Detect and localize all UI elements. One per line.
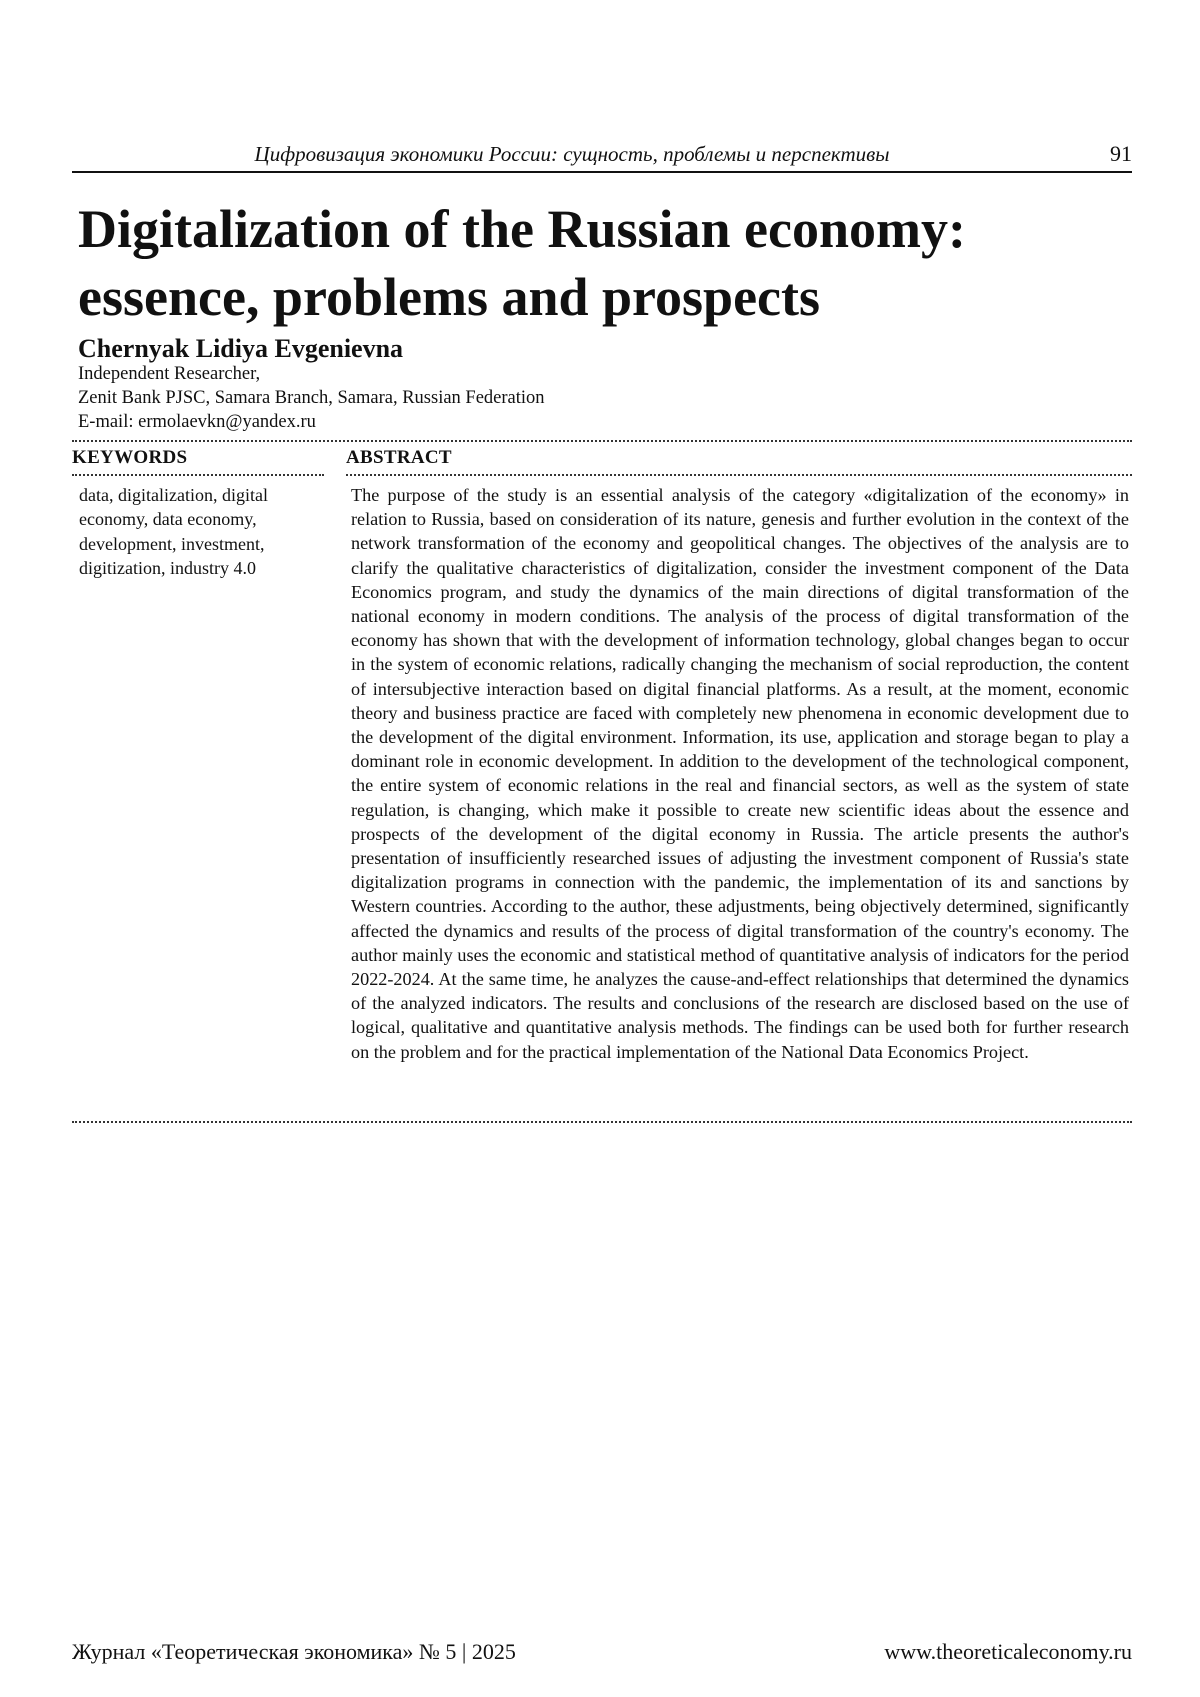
running-header <box>72 140 1132 170</box>
author-organization: Zenit Bank PJSC, Samara Branch, Samara, Russian Federation <box>78 386 545 410</box>
abstract-text: The purpose of the study is an essential analysis of the category «digitalization of the economy» in relation to Russia, based on consideration of its nature, genesis and further evolution in the context of the network transformation of the economy and geopolitical changes. The objectives of the analysis are to clarify the qualitative characteristics of digitalization, consider the investment component of the Data Economics program, and study the dynamics of the main directions of digital transformation of the national economy in modern conditions. The analysis of the process of digital transformation of the economy has shown that with the development of information technology, global changes began to occur in the system of economic relations, radically changing the mechanism of social reproduction, the content of intersubjective interaction based on digital financial platforms. As a result, at the moment, economic theory and business practice are faced with completely new phenomena in economic development due to the development of the digital environment. Information, its use, application and storage began to play a dominant role in economic development. In addition to the development of the technological component, the entire system of economic relations in the real and financial sectors, as well as the system of state regulation, is changing, which make it possible to create new scientific ideas about the essence and prospects of the development of the digital economy in Russia. The article presents the author's presentation of insufficiently researched issues of adjusting the investment component of Russia's state digitalization programs in connection with the pandemic, the implementation of its and sanctions by Western countries. According to the author, these adjustments, being objectively determined, significantly affected the dynamics and results of the process of digital transformation of the country's economy. The author mainly uses the economic and statistical method of quantitative analysis of indicators for the period 2022-2024. At the same time, he analyzes the cause-and-effect relationships that determined the dynamics of the analyzed indicators. The results and conclusions of the research are disclosed based on the use of logical, qualitative and quantitative analysis methods. The findings can be used both for further research on the problem and for the practical implementation of the National Data Economics Project. <box>351 483 1129 1064</box>
header-rule <box>72 171 1132 173</box>
article-title <box>78 195 1118 331</box>
footer-journal: Журнал «Теоретическая экономика» № 5 | 2025 <box>72 1638 516 1666</box>
abstract-heading: ABSTRACT <box>346 446 452 470</box>
article-title-line-1: Digitalization of the Russian economy: <box>78 199 966 259</box>
article-title-line-2: essence, problems and prospects <box>78 267 820 327</box>
keywords-text: data, digitalization, digital economy, data economy, development, investment, digitization, industry 4.0 <box>79 483 317 581</box>
keywords-heading: KEYWORDS <box>72 446 187 470</box>
page-number: 91 <box>1110 140 1132 168</box>
author-name: Chernyak Lidiya Evgenievna <box>78 333 403 365</box>
running-title: Цифровизация экономики России: сущность, проблемы и перспективы <box>72 140 1072 168</box>
dotted-divider-top <box>72 440 1132 442</box>
dotted-divider-keywords <box>72 474 324 476</box>
footer-website: www.theoreticaleconomy.ru <box>884 1638 1132 1666</box>
dotted-divider-bottom <box>72 1121 1132 1123</box>
author-email: E-mail: ermolaevkn@yandex.ru <box>78 410 316 434</box>
dotted-divider-abstract <box>346 474 1132 476</box>
author-role: Independent Researcher, <box>78 362 260 386</box>
